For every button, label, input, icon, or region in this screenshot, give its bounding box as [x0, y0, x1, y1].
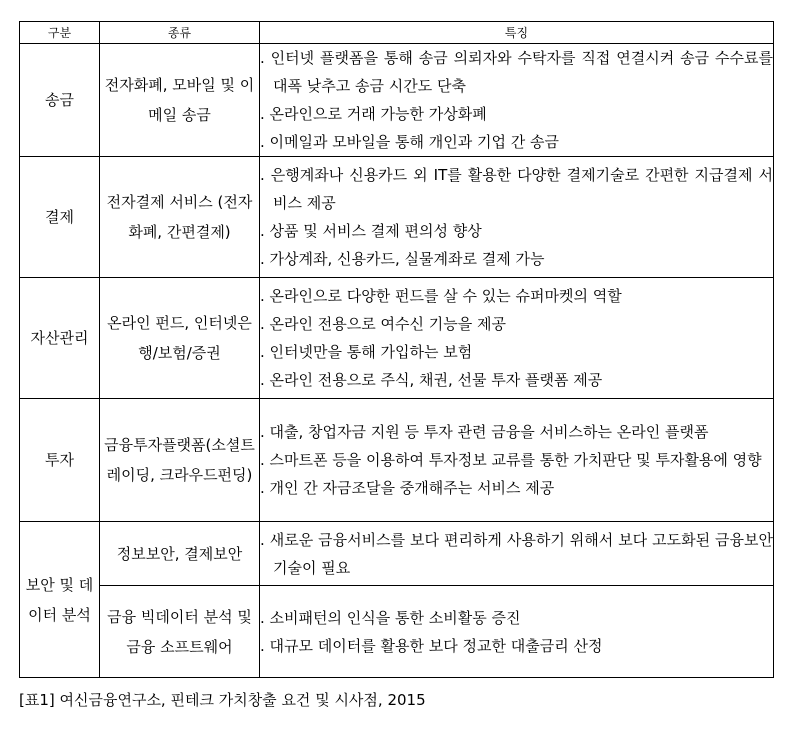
type-cell: 금융 빅데이터 분석 및 금융 소프트웨어 — [100, 586, 260, 678]
category-cell: 자산관리 — [20, 278, 100, 399]
type-cell: 전자화폐, 모바일 및 이메일 송금 — [100, 44, 260, 157]
table-row — [20, 157, 774, 278]
feature-item: . 대규모 데이터를 활용한 보다 정교한 대출금리 산정 — [260, 636, 603, 655]
feature-item: . 온라인 전용으로 주식, 채권, 선물 투자 플랫폼 제공 — [260, 371, 603, 389]
category-cell: 송금 — [20, 44, 100, 157]
header-row — [20, 22, 774, 44]
feature-list — [260, 526, 773, 582]
feature-item: . 가상계좌, 신용카드, 실물계좌로 결제 가능 — [260, 250, 545, 268]
feature-item: . 새로운 금융서비스를 보다 편리하게 사용하기 위해서 보다 고도화된 금융보안 기술이 필요 — [260, 530, 773, 577]
feature-item: . 대출, 창업자금 지원 등 투자 관련 금융을 서비스하는 온라인 플랫폼 — [260, 423, 709, 441]
feature-item: . 온라인 전용으로 여수신 기능을 제공 — [260, 315, 506, 333]
table-row — [20, 522, 774, 586]
features-cell — [260, 586, 774, 678]
feature-item: . 인터넷만을 통해 가입하는 보험 — [260, 343, 473, 361]
table-row — [20, 278, 774, 399]
category-cell: 보안 및 데이터 분석 — [20, 522, 100, 678]
type-cell: 금융투자플랫폼(소셜트레이딩, 크라우드펀딩) — [100, 399, 260, 522]
category-cell: 투자 — [20, 399, 100, 522]
type-cell: 온라인 펀드, 인터넷은행/보험/증권 — [100, 278, 260, 399]
feature-list — [260, 282, 773, 394]
feature-item: . 은행계좌나 신용카드 외 IT를 활용한 다양한 결제기술로 간편한 지급결제 서비스 제공 — [260, 166, 773, 212]
features-cell — [260, 278, 774, 399]
features-cell — [260, 44, 774, 157]
feature-item: . 개인 간 자금조달을 중개해주는 서비스 제공 — [260, 479, 555, 497]
feature-list — [260, 161, 773, 273]
feature-list — [260, 604, 773, 660]
feature-list — [260, 418, 773, 502]
fintech-table — [19, 21, 774, 678]
header-type: 종류 — [100, 22, 260, 44]
features-cell — [260, 522, 774, 586]
feature-item: . 인터넷 플랫폼을 통해 송금 의뢰자와 수탁자를 직접 연결시켜 송금 수수료를 대폭 낮추고 송금 시간도 단축 — [260, 49, 773, 95]
features-cell — [260, 157, 774, 278]
header-category: 구분 — [20, 22, 100, 44]
type-cell: 정보보안, 결제보안 — [100, 522, 260, 586]
feature-item: . 스마트폰 등을 이용하여 투자정보 교류를 통한 가치판단 및 투자활용에 영향 — [260, 451, 762, 469]
feature-item: . 소비패턴의 인식을 통한 소비활동 증진 — [260, 608, 521, 627]
category-cell: 결제 — [20, 157, 100, 278]
type-cell: 전자결제 서비스 (전자화폐, 간편결제) — [100, 157, 260, 278]
feature-item: . 상품 및 서비스 결제 편의성 향상 — [260, 222, 482, 240]
table-caption: [표1] 여신금융연구소, 핀테크 가치창출 요건 및 시사점, 2015 — [19, 691, 426, 709]
header-features: 특징 — [260, 22, 774, 44]
feature-item: . 이메일과 모바일을 통해 개인과 기업 간 송금 — [260, 133, 559, 151]
feature-item: . 온라인으로 다양한 펀드를 살 수 있는 슈퍼마켓의 역할 — [260, 287, 622, 305]
table-row — [20, 586, 774, 678]
feature-item: . 온라인으로 거래 가능한 가상화폐 — [260, 105, 487, 123]
feature-list — [260, 44, 773, 156]
features-cell — [260, 399, 774, 522]
table-row — [20, 44, 774, 157]
table-row — [20, 399, 774, 522]
